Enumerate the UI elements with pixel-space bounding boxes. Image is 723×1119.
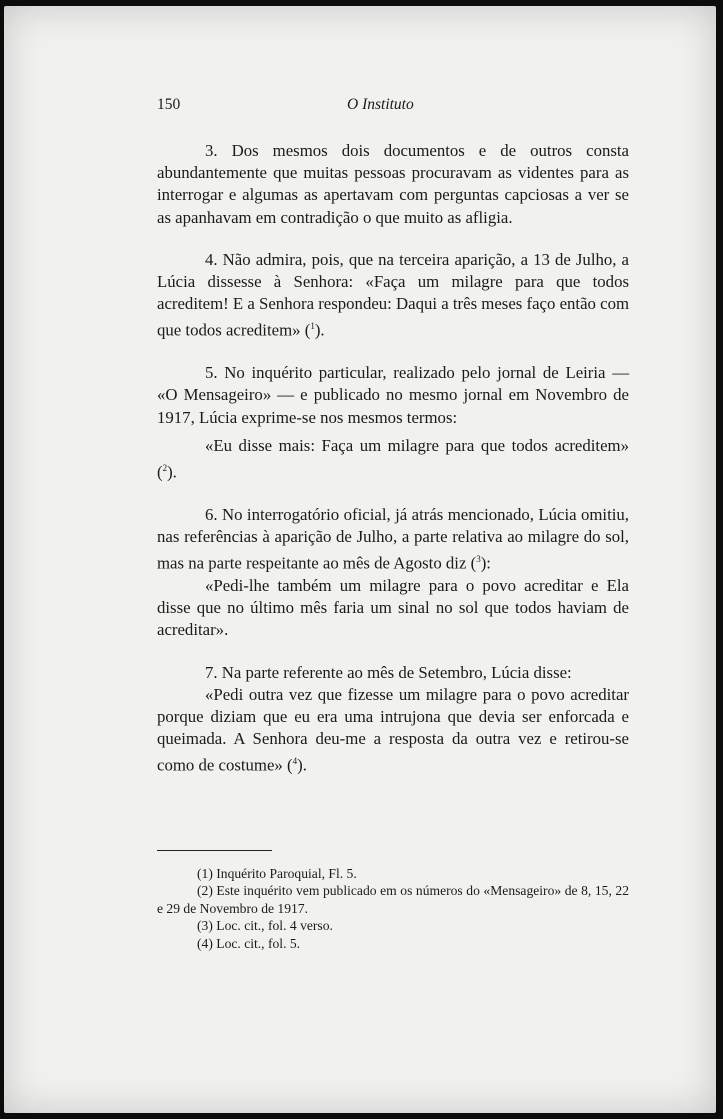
paragraph-7-quote	[157, 684, 629, 777]
scanned-page	[4, 6, 716, 1113]
footnotes	[157, 865, 629, 952]
running-title: O Instituto	[347, 96, 414, 113]
paragraph-6-text: 6. No interrogatório oficial, já atrás mencionado, Lúcia omitiu, nas referências à aparição de Julho, a parte relativa ao milagre do sol, mas na parte respeitante ao mês de Agosto diz (	[157, 504, 629, 573]
footnote-ref-1: 1	[310, 321, 315, 332]
paragraph-4-end: ).	[314, 321, 325, 341]
paragraph-7-quote-end: ).	[297, 756, 307, 776]
paragraph-4-text: 4. Não admira, pois, que na terceira aparição, a 13 de Julho, a Lúcia dissesse à Senhora: «Faça um milagre para que todos acreditem! E a Senhora respondeu: Daqui a três meses faço então com que todos acreditem» (	[157, 249, 630, 341]
footnote-3-marker: (3)	[197, 918, 213, 934]
paragraph-6-quote: «Pedi-lhe também um milagre para o povo acreditar e Ela disse que no último mês faria um sinal no sol que todos haviam de acreditar».	[157, 576, 629, 640]
paragraph-7-quote-text: «Pedi outra vez que fizesse um milagre para o povo acreditar porque diziam que eu era uma intrujona que devia ser enforcada e queimada. A Senhora deu-me a resposta da outra vez e retirou-se como de costume» (	[157, 684, 629, 776]
footnote-3	[157, 917, 629, 934]
footnote-4-marker: (4)	[197, 935, 213, 951]
footnote-1-marker: (1)	[197, 866, 213, 881]
page-number: 150	[157, 96, 181, 113]
footnote-4	[157, 935, 629, 952]
footnote-2-marker: (2)	[197, 883, 213, 899]
paragraph-5-quote-text: «Eu disse mais: Faça um milagre para que todos acreditem» (	[157, 435, 629, 482]
footnote-1	[157, 865, 629, 882]
footnote-1-text: Inquérito Paroquial, Fl. 5.	[216, 866, 357, 881]
paragraph-4	[157, 249, 629, 342]
footnote-ref-4: 4	[292, 756, 298, 767]
paragraph-3: 3. Dos mesmos dois documentos e de outros consta abundantemente que muitas pessoas procuravam as videntes para as interrogar e algumas as apertavam com perguntas capciosas a ver se as apanhavam em contradição o que muito as afligia.	[157, 141, 629, 227]
footnote-divider	[157, 850, 272, 851]
paragraph-5: 5. No inquérito particular, realizado pelo jornal de Leiria — «O Mensageiro» — e publicado no mesmo jornal em Novembro de 1917, Lúcia exprime-se nos mesmos termos:	[157, 363, 629, 427]
paragraph-5-quote-end: ).	[167, 462, 177, 482]
footnote-2	[157, 882, 629, 917]
footnote-3-text: Loc. cit., fol. 4 verso.	[216, 918, 333, 934]
paragraph-6	[157, 504, 629, 575]
paragraph-5-quote	[157, 435, 629, 484]
footnote-4-text: Loc. cit., fol. 5.	[216, 935, 301, 951]
footnote-ref-3: 3	[476, 554, 481, 565]
running-header	[157, 96, 627, 120]
body-text	[157, 140, 629, 777]
footnote-ref-2: 2	[162, 463, 168, 474]
paragraph-7: 7. Na parte referente ao mês de Setembro, Lúcia disse:	[205, 662, 572, 682]
paragraph-6-end: ):	[480, 553, 491, 573]
footnote-2-text: Este inquérito vem publicado em os números do «Mensageiro» de 8, 15, 22 e 29 de Novembro de 1917.	[157, 883, 629, 916]
